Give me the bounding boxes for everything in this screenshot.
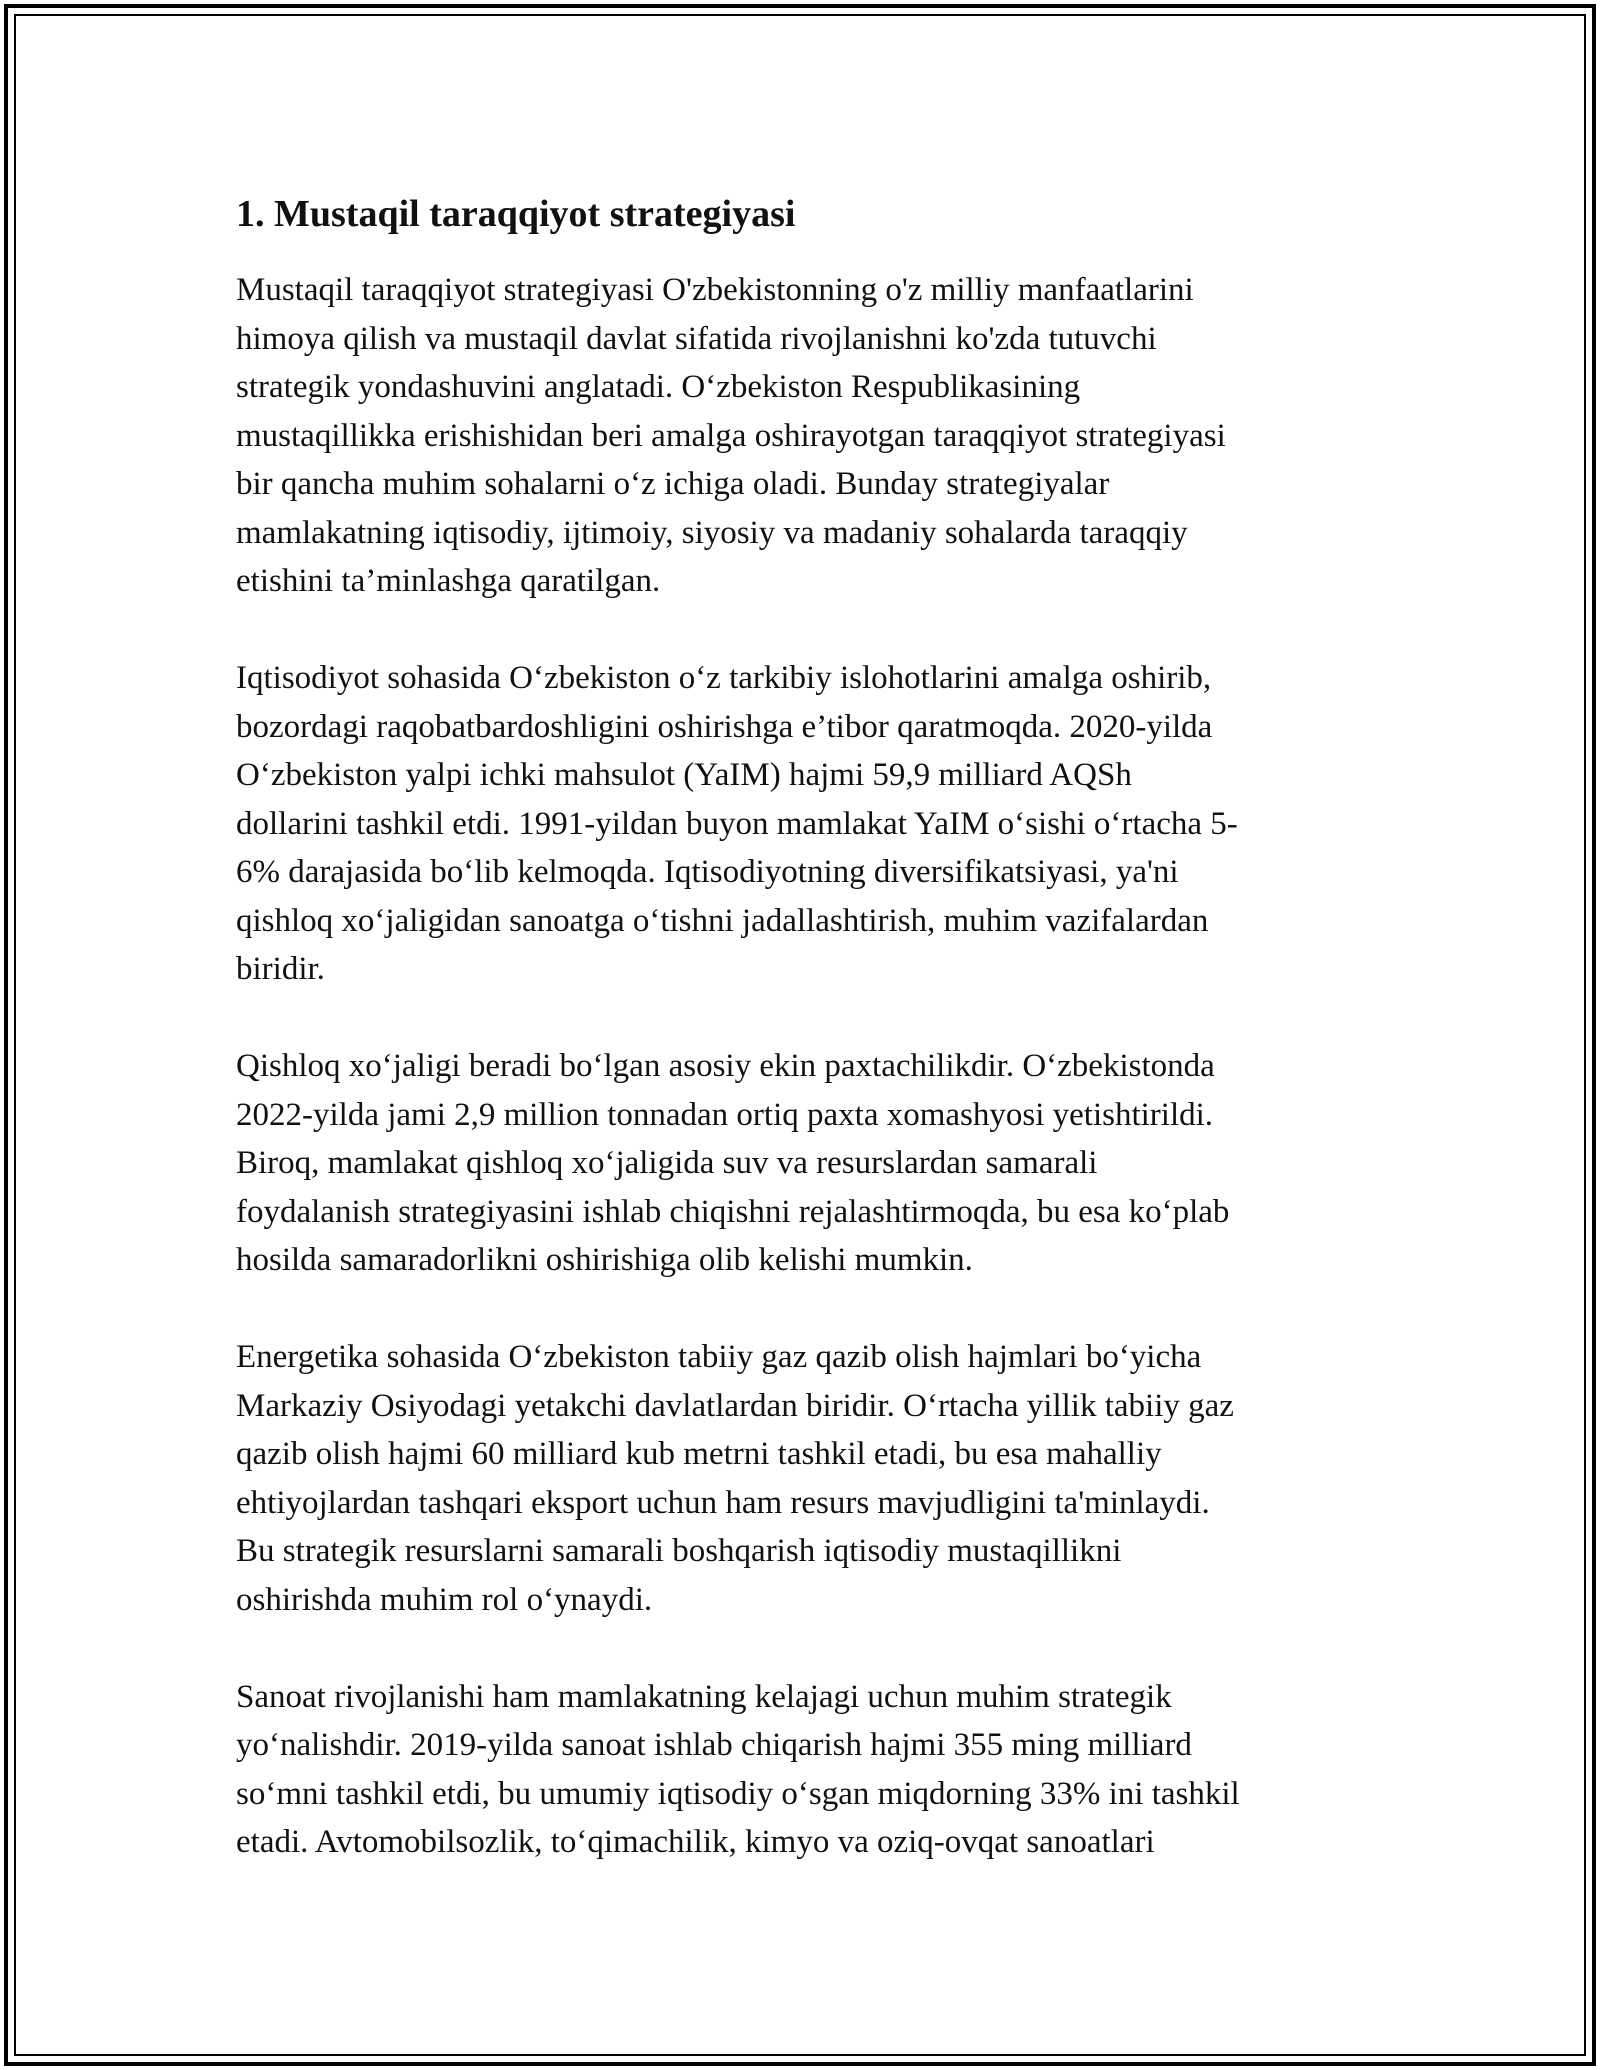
paragraph-industry (236, 1673, 1366, 1867)
paragraph-line: Markaziy Osiyodagi yetakchi davlatlardan biridir. O‘rtacha yillik tabiiy gaz (236, 1387, 1234, 1424)
paragraph-line: qishloq xo‘jaligidan sanoatga o‘tishni jadallashtirish, muhim vazifalardan (236, 902, 1209, 939)
paragraph-line: 6% darajasida bo‘lib kelmoqda. Iqtisodiyotning diversifikatsiyasi, ya'ni (236, 854, 1179, 890)
paragraph-line: oshirishda muhim rol o‘ynaydi. (236, 1581, 653, 1618)
paragraph-line: himoya qilish va mustaqil davlat sifatida rivojlanishni ko'zda tutuvchi (236, 320, 1157, 357)
paragraph-line: dollarini tashkil etdi. 1991-yildan buyon mamlakat YaIM o‘sishi o‘rtacha 5- (236, 805, 1238, 842)
paragraph-line: O‘zbekiston yalpi ichki mahsulot (YaIM) hajmi 59,9 milliard AQSh (236, 757, 1132, 793)
paragraph-agriculture (236, 1042, 1366, 1285)
paragraph-line: yo‘nalishdir. 2019-yilda sanoat ishlab chiqarish hajmi 355 ming milliard (236, 1727, 1192, 1763)
paragraph-line: Energetika sohasida O‘zbekiston tabiiy gaz qazib olish hajmlari bo‘yicha (236, 1339, 1202, 1375)
paragraph-line: 2022-yilda jami 2,9 million tonnadan ortiq paxta xomashyosi yetishtirildi. (236, 1096, 1214, 1133)
paragraph-strategy-intro (236, 266, 1366, 606)
paragraph-line: etadi. Avtomobilsozlik, to‘qimachilik, kimyo va oziq-ovqat sanoatlari (236, 1824, 1155, 1860)
section-heading: 1. Mustaqil taraqqiyot strategiyasi (236, 193, 796, 235)
paragraph-line: mustaqillikka erishishidan beri amalga oshirayotgan taraqqiyot strategiyasi (236, 417, 1226, 454)
paragraph-line: so‘mni tashkil etdi, bu umumiy iqtisodiy o‘sgan miqdorning 33% ini tashkil (236, 1775, 1240, 1812)
paragraph-line: Mustaqil taraqqiyot strategiyasi O'zbekistonning o'z milliy manfaatlarini (236, 272, 1194, 308)
paragraph-line: strategik yondashuvini anglatadi. O‘zbekiston Respublikasining (236, 369, 1081, 405)
paragraph-line: Qishloq xo‘jaligi beradi bo‘lgan asosiy ekin paxtachilikdir. O‘zbekistonda (236, 1048, 1215, 1084)
paragraph-line: Iqtisodiyot sohasida O‘zbekiston o‘z tarkibiy islohotlarini amalga oshirib, (236, 660, 1212, 696)
document-page (236, 190, 1366, 1915)
paragraph-energy (236, 1333, 1366, 1624)
paragraph-line: etishini ta’minlashga qaratilgan. (236, 563, 661, 599)
paragraph-line: Biroq, mamlakat qishloq xo‘jaligida suv va resurslardan samarali (236, 1145, 1098, 1181)
paragraph-line: bir qancha muhim sohalarni o‘z ichiga oladi. Bunday strategiyalar (236, 466, 1110, 502)
paragraph-line: bozordagi raqobatbardoshligini oshirishga e’tibor qaratmoqda. 2020-yilda (236, 708, 1213, 745)
paragraph-line: mamlakatning iqtisodiy, ijtimoiy, siyosiy va madaniy sohalarda taraqqiy (236, 514, 1188, 551)
paragraph-economy (236, 654, 1366, 994)
paragraph-line: Sanoat rivojlanishi ham mamlakatning kelajagi uchun muhim strategik (236, 1678, 1172, 1715)
paragraph-line: hosilda samaradorlikni oshirishiga olib kelishi mumkin. (236, 1242, 973, 1278)
paragraph-line: foydalanish strategiyasini ishlab chiqishni rejalashtirmoqda, bu esa ko‘plab (236, 1193, 1230, 1230)
paragraph-line: qazib olish hajmi 60 milliard kub metrni tashkil etadi, bu esa mahalliy (236, 1436, 1162, 1472)
paragraph-line: ehtiyojlardan tashqari eksport uchun ham resurs mavjudligini ta'minlaydi. (236, 1484, 1210, 1521)
paragraph-line: Bu strategik resurslarni samarali boshqarish iqtisodiy mustaqillikni (236, 1533, 1122, 1569)
paragraph-line: biridir. (236, 951, 325, 987)
